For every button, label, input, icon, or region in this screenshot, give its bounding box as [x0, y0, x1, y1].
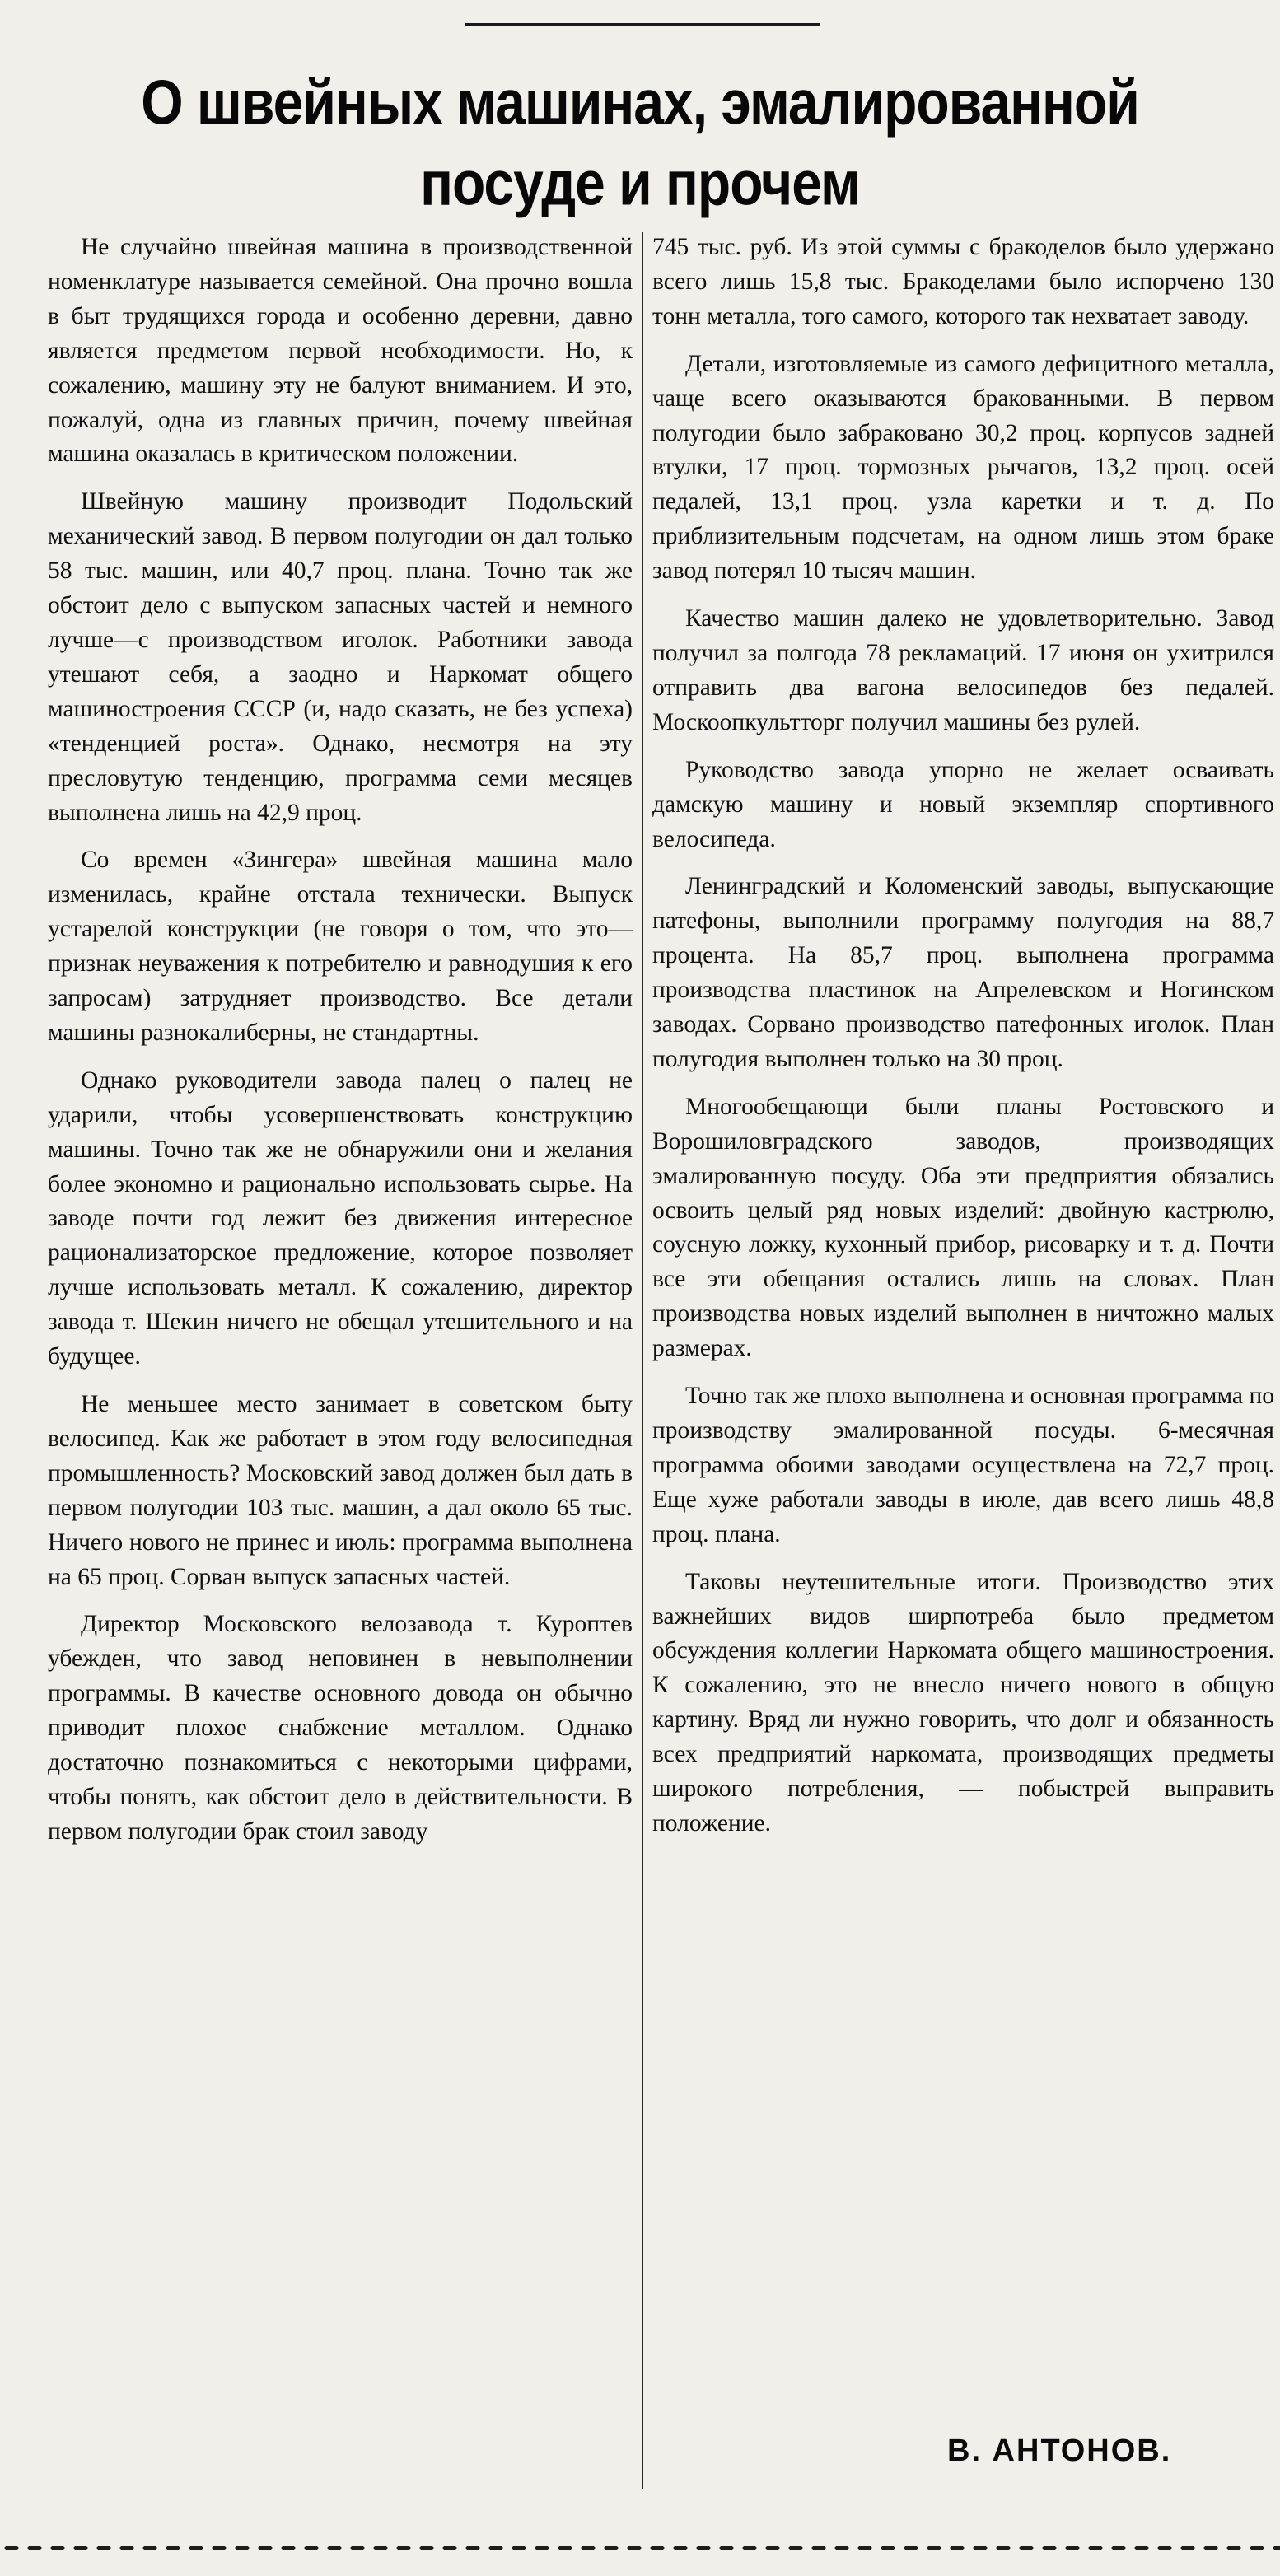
- top-rule: [465, 23, 820, 26]
- paragraph: Швейную машину производит Подольский механический завод. В первом полугодии он дал только 58 тыс. машин, или 40,7 проц. плана. Точно так же обстоит дело с выпуском запасных частей и немного лучше—с производством иголок. Работники завода утешают себя, а заодно и Наркомат общего машиностроения СССР (и, надо сказать, не без успеха) «тенденцией роста». Однако, несмотря на эту пресловутую тенденцию, программа семи месяцев выполнена лишь на 42,9 проц.: [48, 488, 633, 826]
- paragraph: Со времен «Зингера» швейная машина мало изменилась, крайне отстала технически. Выпуск устарелой конструкции (не говоря о том, что это—признак неуважения к потребителю и равнодушия к его запросам) затрудняет производство. Все детали машины разнокалиберны, не стандартны.: [48, 847, 633, 1046]
- paragraph: Руководство завода упорно не желает осваивать дамскую машину и новый экземпляр спортивного велосипеда.: [652, 756, 1274, 852]
- author-signature: В. АНТОНОВ.: [947, 2434, 1172, 2468]
- paragraph: Многообещающи были планы Ростовского и Ворошиловградского заводов, производящих эмалированную посуду. Оба эти предприятия обязались освоить целый ряд новых изделий: двойную кастрюлю, соусную ложку, кухонный прибор, рисоварку и т. д. Почти все эти обещания остались лишь на словах. План производства новых изделий выполнен в ничтожно малых размерах.: [652, 1093, 1274, 1362]
- paragraph: Директор Московского велозавода т. Куроптев убежден, что завод неповинен в невыполнении программы. В качестве основного довода он обычно приводит плохое снабжение металлом. Однако достаточно познакомиться с некоторыми цифрами, чтобы понять, как обстоит дело в действительности. В первом полугодии брак стоил заводу: [48, 1611, 633, 1845]
- headline-line-2: посуде и прочем: [420, 147, 860, 218]
- paragraph: Ленинградский и Коломенский заводы, выпускающие патефоны, выполнили программу полугодия на 88,7 процента. На 85,7 проц. выполнена программа производства пластинок на Апрелевском и Ногинском заводах. Сорвано производство патефонных иголок. План полугодия выполнен только на 30 проц.: [652, 873, 1274, 1072]
- paragraph: Таковы неутешительные итоги. Производство этих важнейших видов ширпотреба было предметом обсуждения коллегии Наркомата общего машиностроения. К сожалению, это не внесло ничего нового в общую картину. Вряд ли нужно говорить, что долг и обязанность всех предприятий наркомата, производящих предметы широкого потребления, — побыстрей выправить положение.: [652, 1568, 1274, 1836]
- paragraph-continued: 745 тыс. руб. Из этой суммы с бракоделов было удержано всего лишь 15,8 тыс. Бракоделами было испорчено 130 тонн металла, того самого, которого так нехватает заводу.: [652, 234, 1274, 329]
- article-column-right: [652, 231, 1274, 2512]
- column-divider: [642, 232, 643, 2489]
- headline-line-1: О швейных машинах, эмалированной: [141, 67, 1139, 138]
- paragraph: Детали, изготовляемые из самого дефицитного металла, чаще всего оказываются бракованными. В первом полугодии было забраковано 30,2 проц. корпусов задней втулки, 17 проц. тормозных рычагов, 13,2 проц. осей педалей, 13,1 проц. узла каретки и т. д. По приблизительным подсчетам, на одном лишь этом браке завод потерял 10 тысяч машин.: [652, 350, 1274, 585]
- bottom-wavy-border: [0, 2541, 1280, 2555]
- paragraph: Точно так же плохо выполнена и основная программа по производству эмалированной посуды. 6-месячная программа обоими заводами осуществлена на 72,7 проц. Еще хуже работали заводы в июле, дав всего лишь 48,8 проц. плана.: [652, 1383, 1274, 1547]
- paragraph: Не случайно швейная машина в производственной номенклатуре называется семейной. Она прочно вошла в быт трудящихся города и особенно деревни, давно является предметом первой необходимости. Но, к сожалению, машину эту не балуют вниманием. И это, пожалуй, одна из главных причин, почему швейная машина оказалась в критическом положении.: [48, 234, 633, 468]
- paragraph: Качество машин далеко не удовлетворительно. Завод получил за полгода 78 рекламаций. 17 июня он ухитрился отправить два вагона велосипедов без педалей. Москоопкультторг получил машины без рулей.: [652, 605, 1274, 735]
- paragraph: Не меньшее место занимает в советском быту велосипед. Как же работает в этом году велосипедная промышленность? Московский завод должен был дать в первом полугодии 103 тыс. машин, а дал около 65 тыс. Ничего нового не принес и июль: программа выполнена на 65 проц. Сорван выпуск запасных частей.: [48, 1391, 633, 1590]
- paragraph: Однако руководители завода палец о палец не ударили, чтобы усовершенствовать конструкцию машины. Точно так же не обнаружили они и желания более экономно и рационально использовать сырье. На заводе почти год лежит без движения интересное рационализаторское предложение, которое позволяет лучше использовать металл. К сожалению, директор завода т. Шекин ничего не обещал утешительного и на будущее.: [48, 1066, 633, 1370]
- article-column-left: [48, 231, 633, 2512]
